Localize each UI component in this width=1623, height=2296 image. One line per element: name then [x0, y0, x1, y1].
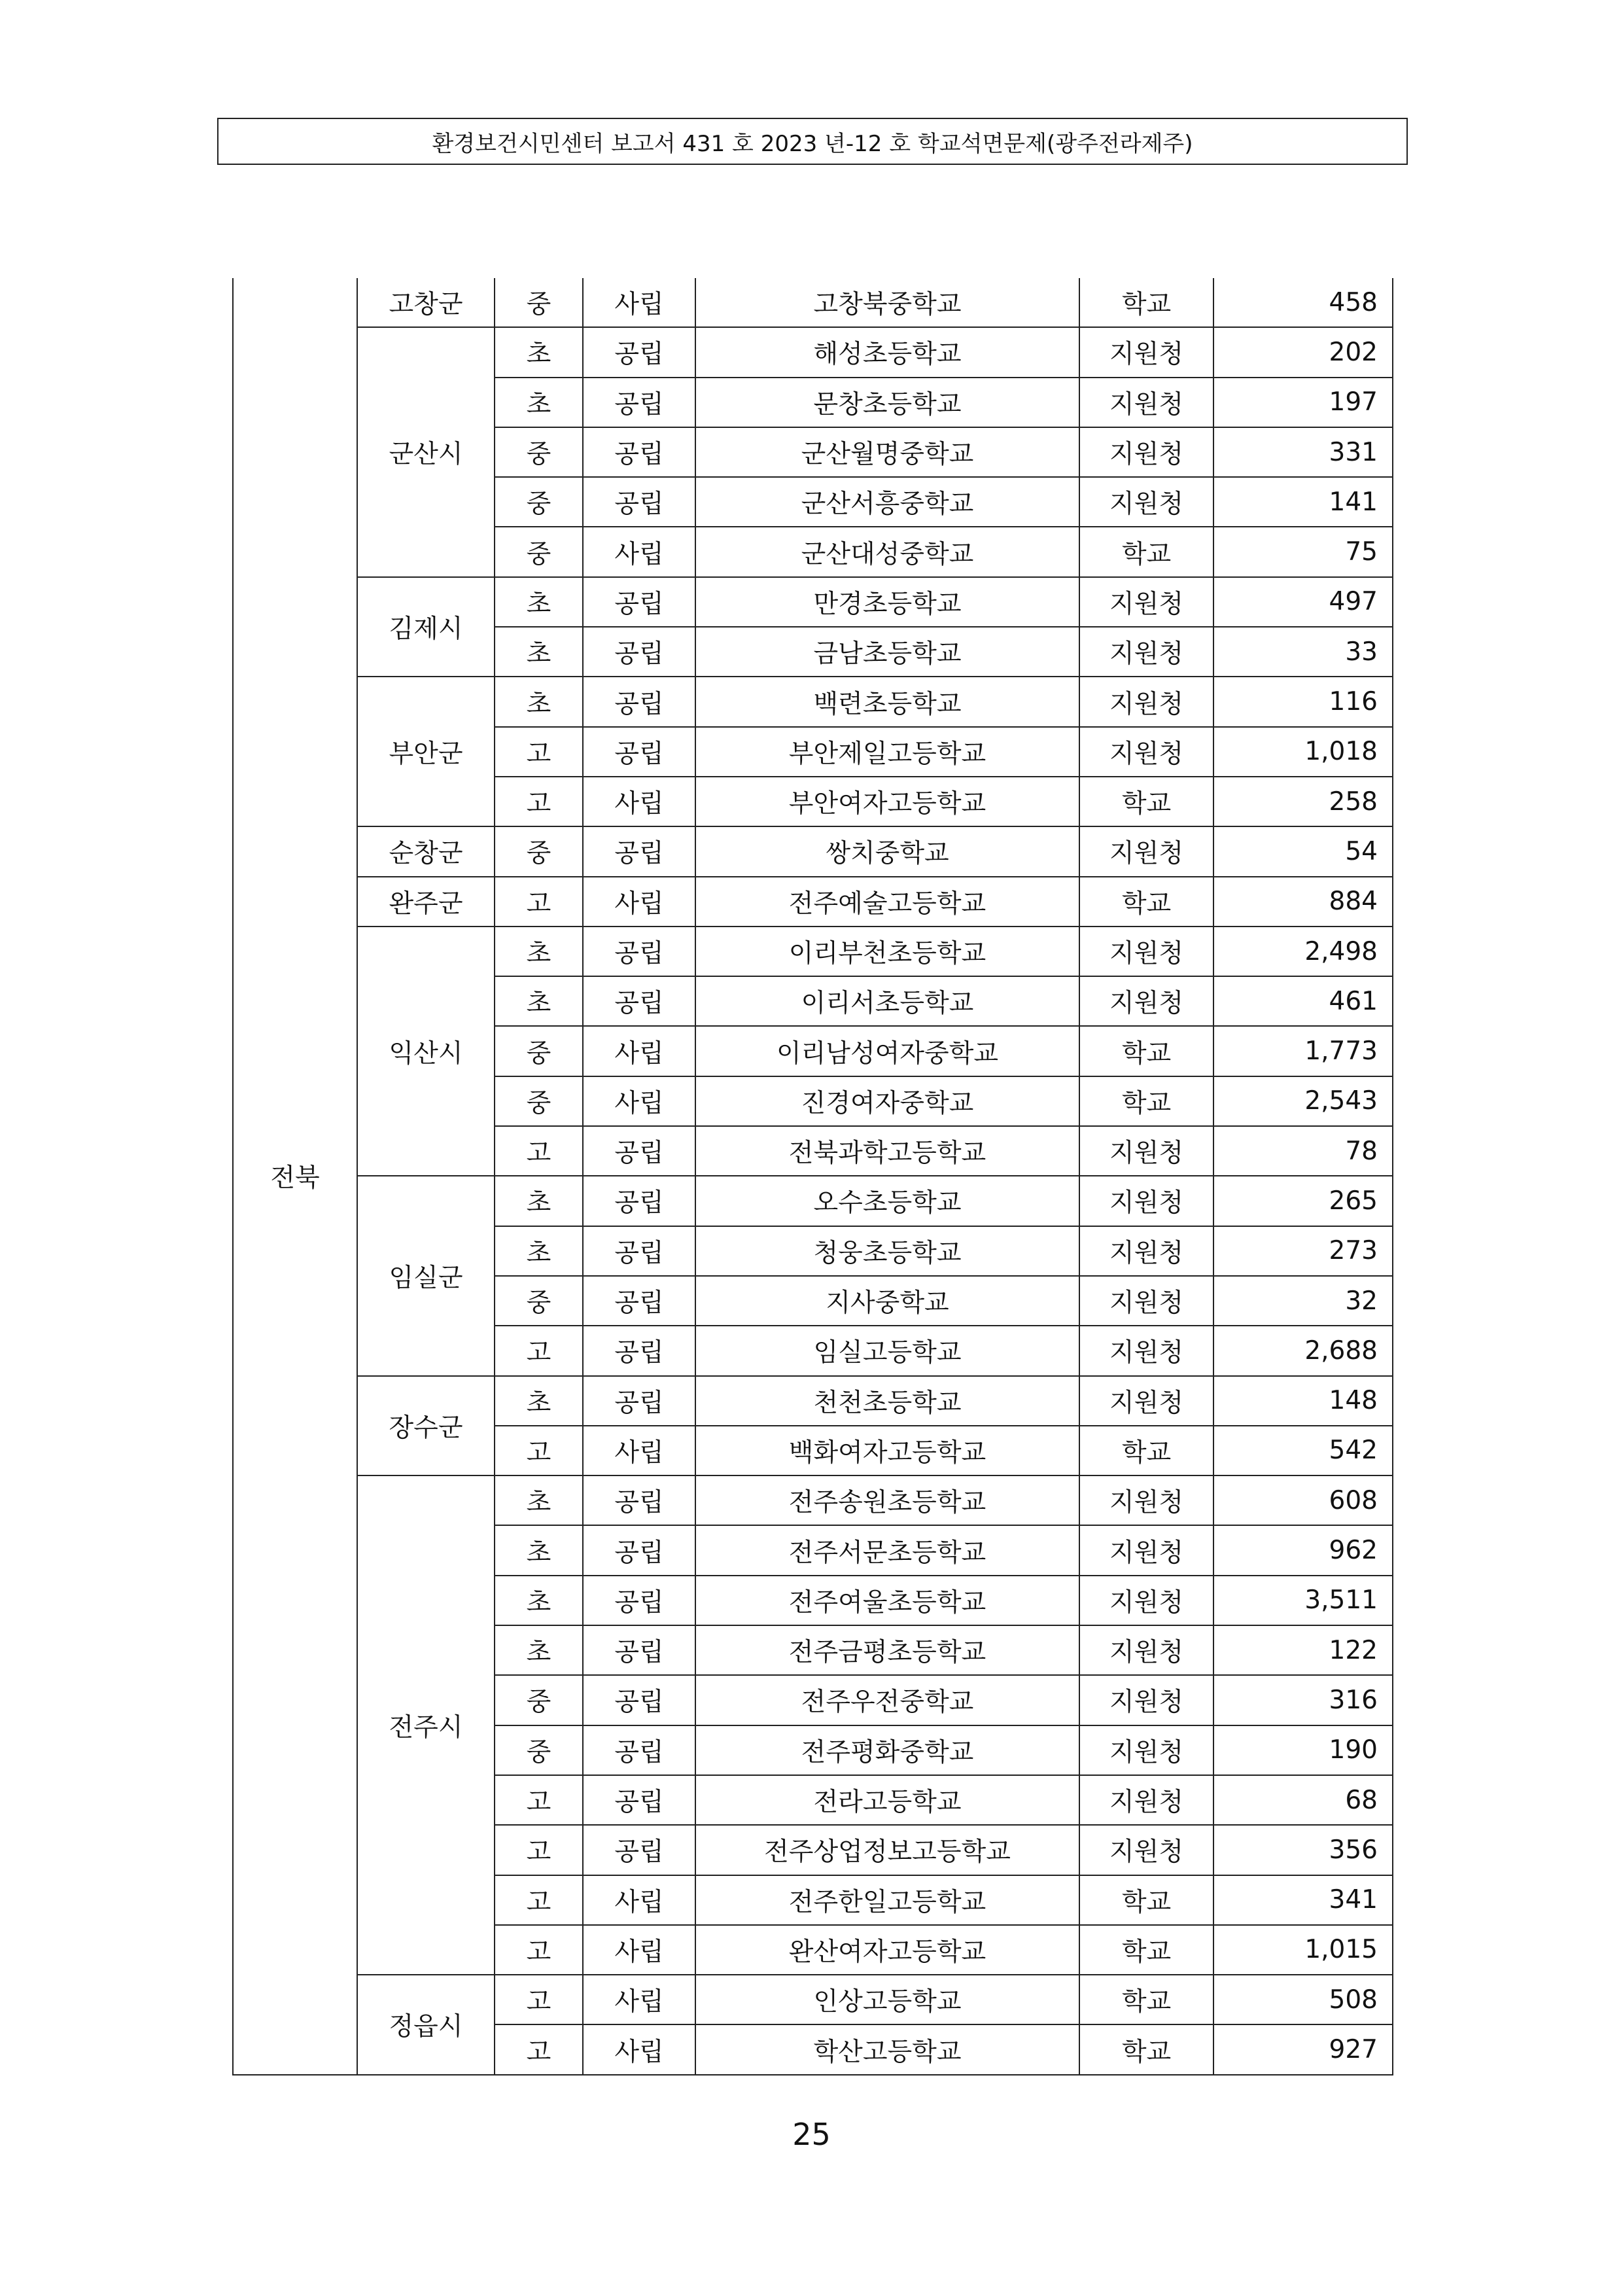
city-cell: 고창군: [357, 278, 495, 327]
type-cell: 공립: [583, 1376, 695, 1426]
level-cell: 고: [495, 1925, 583, 1975]
type-cell: 공립: [583, 927, 695, 976]
owner-cell: 지원청: [1079, 1126, 1213, 1176]
quantity-cell: 141: [1213, 477, 1393, 527]
type-cell: 사립: [583, 2024, 695, 2074]
owner-cell: 지원청: [1079, 1226, 1213, 1276]
quantity-cell: 927: [1213, 2024, 1393, 2074]
owner-cell: 학교: [1079, 278, 1213, 327]
type-cell: 공립: [583, 1176, 695, 1226]
level-cell: 중: [495, 278, 583, 327]
quantity-cell: 202: [1213, 327, 1393, 377]
city-cell: 익산시: [357, 927, 495, 1176]
school-name-cell: 천천초등학교: [695, 1376, 1079, 1426]
quantity-cell: 68: [1213, 1775, 1393, 1825]
type-cell: 사립: [583, 777, 695, 826]
quantity-cell: 2,543: [1213, 1076, 1393, 1126]
type-cell: 사립: [583, 1076, 695, 1126]
quantity-cell: 461: [1213, 976, 1393, 1026]
level-cell: 고: [495, 727, 583, 777]
level-cell: 중: [495, 1675, 583, 1725]
owner-cell: 학교: [1079, 527, 1213, 576]
owner-cell: 지원청: [1079, 1775, 1213, 1825]
owner-cell: 지원청: [1079, 976, 1213, 1026]
type-cell: 공립: [583, 1276, 695, 1326]
level-cell: 고: [495, 1825, 583, 1875]
school-name-cell: 이리부천초등학교: [695, 927, 1079, 976]
owner-cell: 학교: [1079, 1026, 1213, 1076]
quantity-cell: 78: [1213, 1126, 1393, 1176]
level-cell: 고: [495, 777, 583, 826]
quantity-cell: 962: [1213, 1525, 1393, 1575]
level-cell: 초: [495, 327, 583, 377]
type-cell: 사립: [583, 1426, 695, 1475]
school-name-cell: 학산고등학교: [695, 2024, 1079, 2074]
type-cell: 공립: [583, 826, 695, 876]
level-cell: 고: [495, 1975, 583, 2024]
school-name-cell: 해성초등학교: [695, 327, 1079, 377]
quantity-cell: 341: [1213, 1875, 1393, 1925]
type-cell: 공립: [583, 378, 695, 427]
type-cell: 공립: [583, 1126, 695, 1176]
table-row: [233, 1475, 1393, 1525]
school-name-cell: 부안여자고등학교: [695, 777, 1079, 826]
level-cell: 중: [495, 527, 583, 576]
school-name-cell: 전주한일고등학교: [695, 1875, 1079, 1925]
owner-cell: 학교: [1079, 877, 1213, 927]
school-name-cell: 백련초등학교: [695, 677, 1079, 726]
quantity-cell: 458: [1213, 278, 1393, 327]
owner-cell: 지원청: [1079, 1625, 1213, 1675]
owner-cell: 지원청: [1079, 627, 1213, 677]
quantity-cell: 197: [1213, 378, 1393, 427]
quantity-cell: 32: [1213, 1276, 1393, 1326]
school-name-cell: 전주금평초등학교: [695, 1625, 1079, 1675]
level-cell: 고: [495, 1126, 583, 1176]
school-name-cell: 청웅초등학교: [695, 1226, 1079, 1276]
quantity-cell: 1,015: [1213, 1925, 1393, 1975]
table-row: [233, 278, 1393, 327]
level-cell: 고: [495, 1775, 583, 1825]
quantity-cell: 884: [1213, 877, 1393, 927]
type-cell: 공립: [583, 1525, 695, 1575]
quantity-cell: 190: [1213, 1725, 1393, 1775]
level-cell: 초: [495, 577, 583, 627]
school-name-cell: 오수초등학교: [695, 1176, 1079, 1226]
type-cell: 공립: [583, 727, 695, 777]
school-name-cell: 금남초등학교: [695, 627, 1079, 677]
level-cell: 고: [495, 1426, 583, 1475]
type-cell: 공립: [583, 1625, 695, 1675]
owner-cell: 학교: [1079, 1875, 1213, 1925]
school-name-cell: 군산월명중학교: [695, 427, 1079, 477]
owner-cell: 지원청: [1079, 1376, 1213, 1426]
school-name-cell: 쌍치중학교: [695, 826, 1079, 876]
quantity-cell: 2,498: [1213, 927, 1393, 976]
level-cell: 초: [495, 1376, 583, 1426]
type-cell: 공립: [583, 327, 695, 377]
quantity-cell: 33: [1213, 627, 1393, 677]
school-name-cell: 전주우전중학교: [695, 1675, 1079, 1725]
level-cell: 초: [495, 1226, 583, 1276]
quantity-cell: 148: [1213, 1376, 1393, 1426]
level-cell: 중: [495, 1725, 583, 1775]
level-cell: 중: [495, 1026, 583, 1076]
type-cell: 사립: [583, 1026, 695, 1076]
level-cell: 고: [495, 877, 583, 927]
quantity-cell: 54: [1213, 826, 1393, 876]
school-name-cell: 전주예술고등학교: [695, 877, 1079, 927]
table-row: [233, 1176, 1393, 1226]
level-cell: 중: [495, 826, 583, 876]
school-name-cell: 만경초등학교: [695, 577, 1079, 627]
quantity-cell: 3,511: [1213, 1576, 1393, 1625]
type-cell: 공립: [583, 1725, 695, 1775]
owner-cell: 지원청: [1079, 1475, 1213, 1525]
school-name-cell: 전북과학고등학교: [695, 1126, 1079, 1176]
school-name-cell: 백화여자고등학교: [695, 1426, 1079, 1475]
city-cell: 군산시: [357, 327, 495, 576]
level-cell: 중: [495, 477, 583, 527]
type-cell: 사립: [583, 1875, 695, 1925]
quantity-cell: 542: [1213, 1426, 1393, 1475]
table-row: [233, 927, 1393, 976]
quantity-cell: 331: [1213, 427, 1393, 477]
type-cell: 사립: [583, 877, 695, 927]
level-cell: 초: [495, 1576, 583, 1625]
type-cell: 사립: [583, 527, 695, 576]
owner-cell: 지원청: [1079, 1176, 1213, 1226]
level-cell: 초: [495, 976, 583, 1026]
type-cell: 공립: [583, 1576, 695, 1625]
level-cell: 초: [495, 927, 583, 976]
quantity-cell: 2,688: [1213, 1326, 1393, 1375]
owner-cell: 지원청: [1079, 1675, 1213, 1725]
school-name-cell: 임실고등학교: [695, 1326, 1079, 1375]
table-row: [233, 577, 1393, 627]
owner-cell: 학교: [1079, 1426, 1213, 1475]
type-cell: 공립: [583, 477, 695, 527]
quantity-cell: 265: [1213, 1176, 1393, 1226]
table-row: [233, 677, 1393, 726]
owner-cell: 지원청: [1079, 1326, 1213, 1375]
quantity-cell: 316: [1213, 1675, 1393, 1725]
type-cell: 사립: [583, 1925, 695, 1975]
type-cell: 공립: [583, 1825, 695, 1875]
owner-cell: 지원청: [1079, 1825, 1213, 1875]
table-row: [233, 1376, 1393, 1426]
quantity-cell: 258: [1213, 777, 1393, 826]
level-cell: 초: [495, 378, 583, 427]
owner-cell: 학교: [1079, 1975, 1213, 2024]
report-header: 환경보건시민센터 보고서 431 호 2023 년-12 호 학교석면문제(광주전라제주): [217, 118, 1408, 165]
type-cell: 공립: [583, 1775, 695, 1825]
school-name-cell: 진경여자중학교: [695, 1076, 1079, 1126]
school-name-cell: 이리남성여자중학교: [695, 1026, 1079, 1076]
type-cell: 공립: [583, 1326, 695, 1375]
type-cell: 사립: [583, 1975, 695, 2024]
page-number: 25: [792, 2117, 831, 2152]
city-cell: 부안군: [357, 677, 495, 826]
level-cell: 고: [495, 1326, 583, 1375]
level-cell: 중: [495, 427, 583, 477]
owner-cell: 학교: [1079, 2024, 1213, 2074]
level-cell: 초: [495, 627, 583, 677]
level-cell: 중: [495, 1276, 583, 1326]
owner-cell: 지원청: [1079, 927, 1213, 976]
city-cell: 임실군: [357, 1176, 495, 1375]
school-name-cell: 고창북중학교: [695, 278, 1079, 327]
quantity-cell: 75: [1213, 527, 1393, 576]
school-name-cell: 전주송원초등학교: [695, 1475, 1079, 1525]
type-cell: 공립: [583, 976, 695, 1026]
owner-cell: 지원청: [1079, 327, 1213, 377]
owner-cell: 지원청: [1079, 577, 1213, 627]
quantity-cell: 122: [1213, 1625, 1393, 1675]
city-cell: 순창군: [357, 826, 495, 876]
level-cell: 고: [495, 1875, 583, 1925]
quantity-cell: 273: [1213, 1226, 1393, 1276]
school-name-cell: 완산여자고등학교: [695, 1925, 1079, 1975]
table-row: [233, 1975, 1393, 2024]
type-cell: 공립: [583, 1226, 695, 1276]
school-name-cell: 인상고등학교: [695, 1975, 1079, 2024]
level-cell: 초: [495, 1625, 583, 1675]
owner-cell: 학교: [1079, 1925, 1213, 1975]
quantity-cell: 356: [1213, 1825, 1393, 1875]
type-cell: 사립: [583, 278, 695, 327]
owner-cell: 지원청: [1079, 1725, 1213, 1775]
type-cell: 공립: [583, 1675, 695, 1725]
table-row: [233, 826, 1393, 876]
owner-cell: 지원청: [1079, 378, 1213, 427]
owner-cell: 지원청: [1079, 1525, 1213, 1575]
quantity-cell: 116: [1213, 677, 1393, 726]
city-cell: 완주군: [357, 877, 495, 927]
quantity-cell: 497: [1213, 577, 1393, 627]
school-name-cell: 군산대성중학교: [695, 527, 1079, 576]
quantity-cell: 508: [1213, 1975, 1393, 2024]
school-name-cell: 전주평화중학교: [695, 1725, 1079, 1775]
level-cell: 초: [495, 1525, 583, 1575]
table-row: [233, 877, 1393, 927]
owner-cell: 지원청: [1079, 1276, 1213, 1326]
city-cell: 김제시: [357, 577, 495, 677]
school-name-cell: 전주상업정보고등학교: [695, 1825, 1079, 1875]
school-name-cell: 문창초등학교: [695, 378, 1079, 427]
quantity-cell: 1,018: [1213, 727, 1393, 777]
school-name-cell: 전주여울초등학교: [695, 1576, 1079, 1625]
school-name-cell: 군산서흥중학교: [695, 477, 1079, 527]
city-cell: 정읍시: [357, 1975, 495, 2075]
school-name-cell: 이리서초등학교: [695, 976, 1079, 1026]
school-name-cell: 전주서문초등학교: [695, 1525, 1079, 1575]
table-row: [233, 327, 1393, 377]
owner-cell: 지원청: [1079, 427, 1213, 477]
owner-cell: 지원청: [1079, 1576, 1213, 1625]
school-name-cell: 전라고등학교: [695, 1775, 1079, 1825]
owner-cell: 지원청: [1079, 477, 1213, 527]
province-cell: 전북: [233, 278, 357, 2075]
school-name-cell: 지사중학교: [695, 1276, 1079, 1326]
level-cell: 초: [495, 1176, 583, 1226]
owner-cell: 지원청: [1079, 826, 1213, 876]
quantity-cell: 608: [1213, 1475, 1393, 1525]
level-cell: 초: [495, 1475, 583, 1525]
type-cell: 공립: [583, 577, 695, 627]
level-cell: 고: [495, 2024, 583, 2074]
school-name-cell: 부안제일고등학교: [695, 727, 1079, 777]
school-asbestos-table: [232, 278, 1393, 2075]
owner-cell: 지원청: [1079, 727, 1213, 777]
type-cell: 공립: [583, 627, 695, 677]
type-cell: 공립: [583, 427, 695, 477]
owner-cell: 지원청: [1079, 677, 1213, 726]
type-cell: 공립: [583, 1475, 695, 1525]
city-cell: 전주시: [357, 1475, 495, 1975]
owner-cell: 학교: [1079, 1076, 1213, 1126]
level-cell: 초: [495, 677, 583, 726]
quantity-cell: 1,773: [1213, 1026, 1393, 1076]
level-cell: 중: [495, 1076, 583, 1126]
type-cell: 공립: [583, 677, 695, 726]
owner-cell: 학교: [1079, 777, 1213, 826]
city-cell: 장수군: [357, 1376, 495, 1476]
